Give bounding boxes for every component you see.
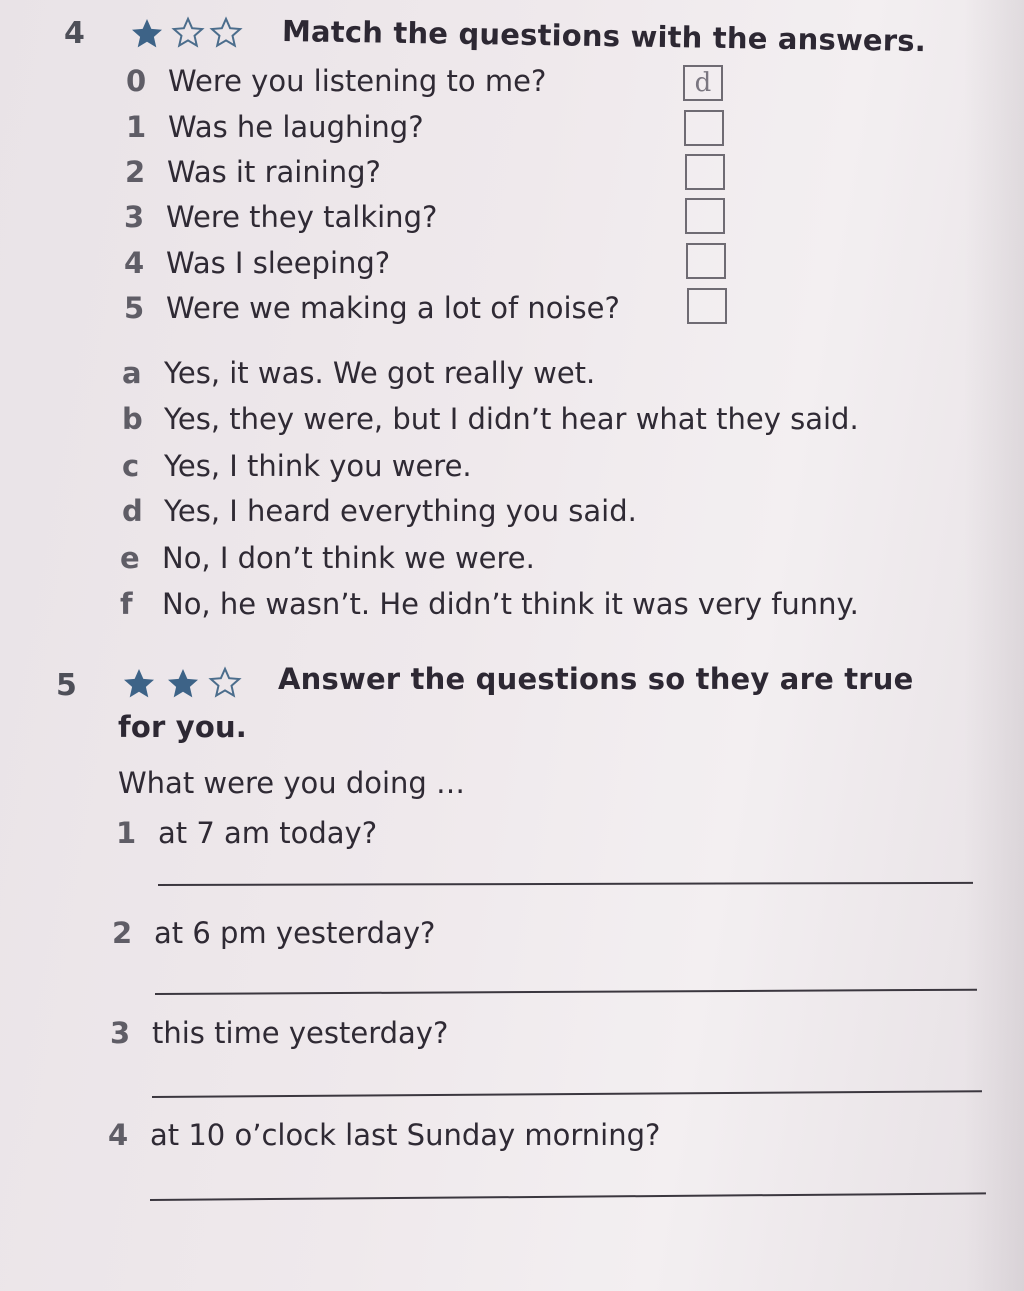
question-row [125,155,381,189]
question-number: 2 [125,155,146,189]
star-outline-icon [208,16,244,50]
question-row [110,1016,448,1050]
question-row [124,291,620,325]
exercise-5-title-line1: Answer the questions so they are true [278,662,914,696]
star-outline-icon [170,16,206,50]
question-row [124,200,437,234]
answer-letter: d [122,494,143,528]
answer-text: Yes, they were, but I didn’t hear what they said. [164,402,859,436]
answer-box[interactable] [684,110,724,146]
question-number: 4 [108,1118,129,1152]
question-number: 1 [126,110,147,144]
answer-option [122,449,472,483]
answer-option [120,587,859,621]
answer-box[interactable] [685,154,725,190]
answer-box[interactable] [687,288,727,324]
star-outline-icon [206,666,244,700]
question-text: Was he laughing? [168,110,424,144]
difficulty-stars-2 [118,666,244,702]
difficulty-stars-1 [126,16,244,52]
answer-letter: a [122,356,142,390]
answer-option [120,541,535,575]
answer-line[interactable] [155,989,977,995]
answer-box[interactable] [686,243,726,279]
answer-text: Yes, it was. We got really wet. [164,356,596,390]
question-row [112,916,435,950]
question-row [126,110,424,144]
question-number: 0 [126,64,147,98]
question-number: 3 [124,200,145,234]
question-row [108,1118,660,1152]
question-row [124,246,390,280]
answer-line[interactable] [150,1192,986,1201]
answer-letter: f [120,587,133,621]
star-filled-icon [118,666,160,702]
answer-letter: e [120,541,140,575]
answer-option [122,402,859,436]
question-row [116,816,377,850]
exercise-5-title-line2: for you. [118,710,248,744]
question-text: at 7 am today? [158,816,378,850]
star-filled-icon [126,16,168,52]
question-number: 5 [124,291,145,325]
question-number: 3 [110,1016,131,1050]
question-text: this time yesterday? [152,1016,449,1050]
star-filled-icon [162,666,204,702]
exercise-4-title: Match the questions with the answers. [281,14,927,59]
answer-box[interactable]: d [683,65,723,101]
answer-letter: b [122,402,143,436]
page-shadow [964,0,1024,1291]
question-text: at 6 pm yesterday? [154,916,436,950]
question-text: Were they talking? [166,200,438,234]
answer-box[interactable] [685,198,725,234]
question-row [126,64,546,98]
answer-option [122,356,595,390]
question-text: Were we making a lot of noise? [166,291,620,325]
exercise-4-number: 4 [64,16,85,51]
answer-line[interactable] [152,1090,982,1098]
exercise-5-number: 5 [56,668,77,703]
exercise-5-prompt: What were you doing … [118,766,466,800]
question-text: Was it raining? [167,155,381,189]
answer-text: No, I don’t think we were. [162,541,535,575]
answer-line[interactable] [158,882,973,886]
question-text: Was I sleeping? [166,246,391,280]
question-number: 1 [116,816,137,850]
answer-text: Yes, I heard everything you said. [164,494,637,528]
question-number: 2 [112,916,133,950]
question-text: Were you listening to me? [168,64,547,98]
answer-letter: c [122,449,140,483]
question-number: 4 [124,246,145,280]
question-text: at 10 o’clock last Sunday morning? [150,1118,661,1152]
answer-text: Yes, I think you were. [164,449,472,483]
answer-text: No, he wasn’t. He didn’t think it was very funny. [162,587,859,621]
answer-option [122,494,637,528]
